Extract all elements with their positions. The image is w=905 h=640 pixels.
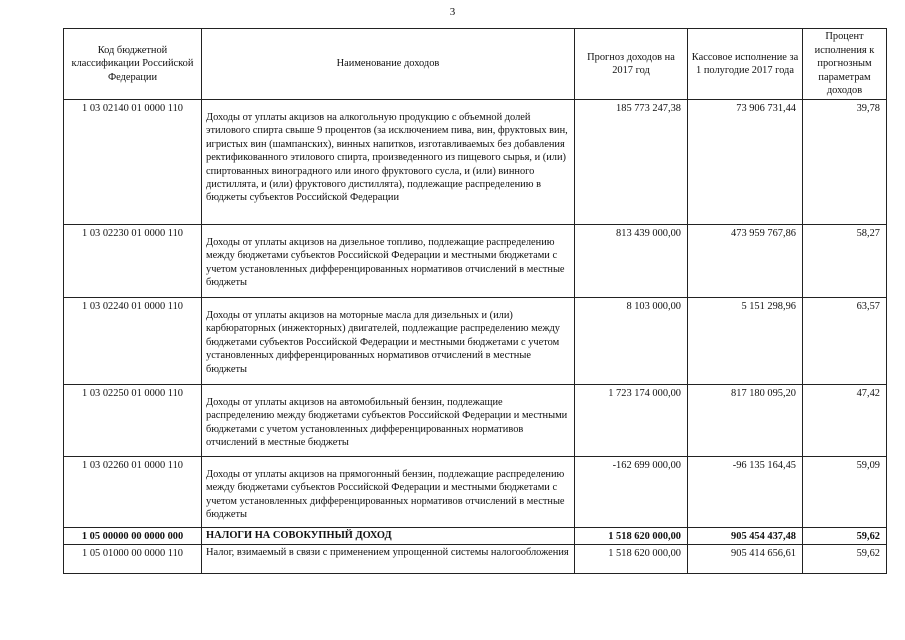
row-actual: 5 151 298,96 xyxy=(688,298,803,385)
row-code: 1 03 02250 01 0000 110 xyxy=(64,385,202,457)
row-actual: 73 906 731,44 xyxy=(688,100,803,225)
row-forecast: -162 699 000,00 xyxy=(575,457,688,528)
row-actual: 905 454 437,48 xyxy=(688,528,803,545)
row-actual: 905 414 656,61 xyxy=(688,545,803,574)
revenue-table xyxy=(63,28,887,574)
row-percent: 63,57 xyxy=(803,298,887,385)
page-number: 3 xyxy=(449,6,456,18)
header-actual: Кассовое исполнение за 1 полугодие 2017 года xyxy=(688,29,803,100)
table-row xyxy=(64,545,887,574)
row-name: Доходы от уплаты акцизов на автомобильный бензин, подлежащие распределению между бюджетами субъектов Российской Федерации и местными бюджетами с учетом установленных дифференцированных нормативов отчислений в местные бюджеты xyxy=(202,385,575,457)
row-code: 1 03 02140 01 0000 110 xyxy=(64,100,202,225)
row-actual: -96 135 164,45 xyxy=(688,457,803,528)
row-percent: 59,62 xyxy=(803,528,887,545)
header-code: Код бюджетной классификации Российской Федерации xyxy=(64,29,202,100)
row-forecast: 1 723 174 000,00 xyxy=(575,385,688,457)
row-percent: 59,09 xyxy=(803,457,887,528)
row-percent: 47,42 xyxy=(803,385,887,457)
row-name: Налог, взимаемый в связи с применением упрощенной системы налогообложения xyxy=(202,545,575,574)
row-name: Доходы от уплаты акцизов на дизельное топливо, подлежащие распределению между бюджетами субъектов Российской Федерации и местными бюджетами с учетом установленных дифференцированных нормативов отчислений в местные бюджеты xyxy=(202,225,575,298)
table-row xyxy=(64,225,887,298)
table-header-row xyxy=(64,29,887,100)
table-row xyxy=(64,298,887,385)
header-percent: Процент исполнения к прогнозным параметрам доходов xyxy=(803,29,887,100)
row-actual: 817 180 095,20 xyxy=(688,385,803,457)
header-forecast: Прогноз доходов на 2017 год xyxy=(575,29,688,100)
row-forecast: 1 518 620 000,00 xyxy=(575,528,688,545)
row-code: 1 03 02260 01 0000 110 xyxy=(64,457,202,528)
row-forecast: 8 103 000,00 xyxy=(575,298,688,385)
row-forecast: 185 773 247,38 xyxy=(575,100,688,225)
table-row xyxy=(64,457,887,528)
row-forecast: 1 518 620 000,00 xyxy=(575,545,688,574)
row-actual: 473 959 767,86 xyxy=(688,225,803,298)
row-code: 1 05 01000 00 0000 110 xyxy=(64,545,202,574)
row-code: 1 03 02230 01 0000 110 xyxy=(64,225,202,298)
row-forecast: 813 439 000,00 xyxy=(575,225,688,298)
table-row xyxy=(64,385,887,457)
row-percent: 39,78 xyxy=(803,100,887,225)
table-row xyxy=(64,100,887,225)
row-percent: 58,27 xyxy=(803,225,887,298)
row-name: Доходы от уплаты акцизов на алкогольную продукцию с объемной долей этилового спирта свыше 9 процентов (за исключением пива, вин, фруктовых вин, игристых вин (шампанских), винных напитков, изготавливаемых без добавления ректификованного этилового спирта, произведенного из пищевого сырья, и (или) спиртованных виноградного или иного фруктового сусла, и (или) винного дистиллята, и (или) фруктового дистиллята), подлежащие распределению в бюджеты субъектов Российской Федерации xyxy=(202,100,575,225)
table-row-total xyxy=(64,528,887,545)
header-name: Наименование доходов xyxy=(202,29,575,100)
row-code: 1 03 02240 01 0000 110 xyxy=(64,298,202,385)
row-name: Доходы от уплаты акцизов на моторные масла для дизельных и (или) карбюраторных (инжекторных) двигателей, подлежащие распределению между бюджетами субъектов Российской Федерации и местными бюджетами с учетом установленных дифференцированных нормативов отчислений в местные бюджеты xyxy=(202,298,575,385)
row-percent: 59,62 xyxy=(803,545,887,574)
row-name: Доходы от уплаты акцизов на прямогонный бензин, подлежащие распределению между бюджетами субъектов Российской Федерации и местными бюджетами с учетом установленных дифференцированных нормативов отчислений в местные бюджеты xyxy=(202,457,575,528)
row-name: НАЛОГИ НА СОВОКУПНЫЙ ДОХОД xyxy=(202,528,575,545)
row-code: 1 05 00000 00 0000 000 xyxy=(64,528,202,545)
